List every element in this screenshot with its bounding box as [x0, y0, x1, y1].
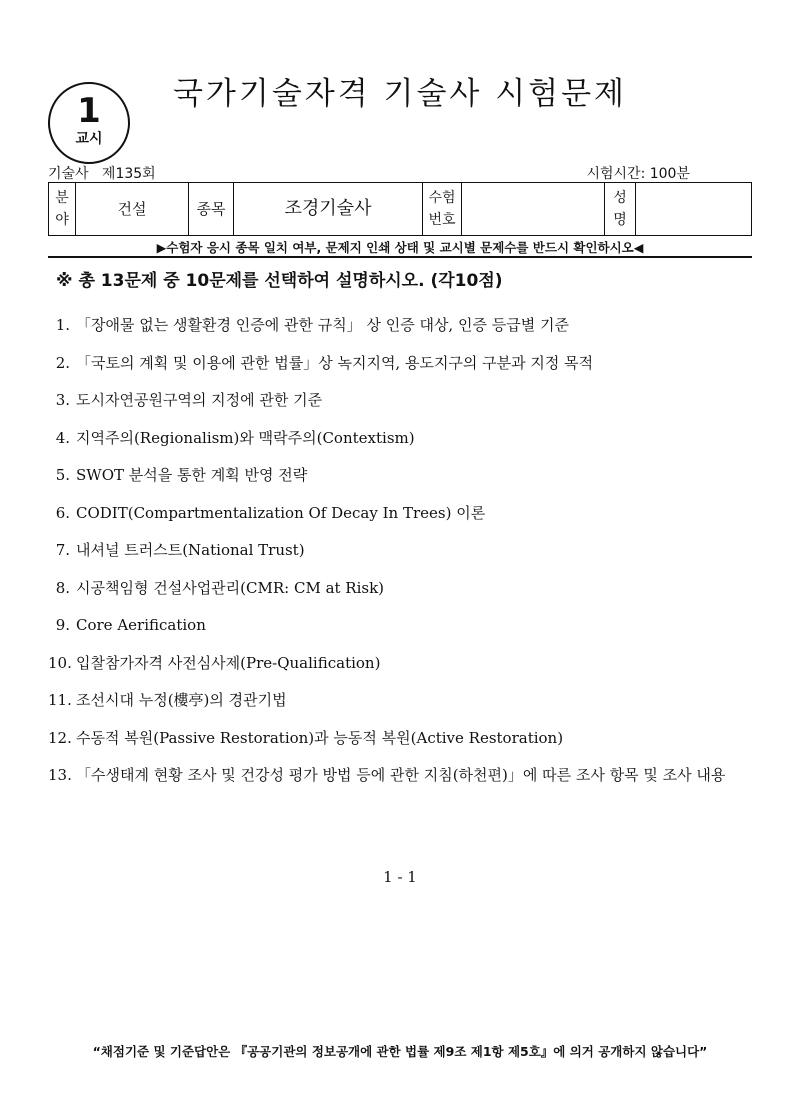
question-text: 입찰참가자격 사전심사제(Pre-Qualification) [76, 653, 381, 672]
question-item [48, 385, 768, 415]
question-number: 4. [55, 428, 70, 447]
question-number: 11. [48, 691, 72, 709]
question-number: 6. [55, 503, 70, 522]
exam-number-label-cell [423, 183, 462, 236]
question-text: 시공책임형 건설사업관리(CMR: CM at Risk) [76, 578, 385, 597]
exam-number-field[interactable] [462, 183, 605, 236]
category-label: 종목 [189, 183, 234, 236]
question-list [48, 310, 768, 798]
question-item [48, 460, 768, 490]
question-number: 5. [55, 466, 70, 484]
period-number: 1 [77, 91, 101, 131]
field-label-top: 분 [55, 190, 69, 206]
question-text: SWOT 분석을 통한 계획 반영 전략 [76, 466, 308, 484]
question-item [48, 535, 768, 565]
question-item [48, 573, 768, 603]
question-text: 「장애물 없는 생활환경 인증에 관한 규칙」 상 인증 대상, 인증 등급별 기준 [76, 316, 569, 334]
period-badge [48, 82, 130, 164]
page-number: 1 - 1 [383, 868, 417, 886]
question-item [48, 498, 768, 528]
name-label-cell [605, 183, 636, 236]
question-text: Core Aerification [76, 616, 206, 634]
question-number: 13. [48, 766, 72, 784]
name-label-bottom: 명 [613, 212, 627, 228]
question-text: 「국토의 계획 및 이용에 관한 법률」상 녹지지역, 용도지구의 구분과 지정 목적 [76, 353, 594, 372]
field-label-bottom: 야 [55, 212, 69, 228]
question-item [48, 310, 768, 340]
question-item [48, 760, 768, 790]
question-item [48, 423, 768, 453]
question-text: 지역주의(Regionalism)와 맥락주의(Contextism) [76, 428, 415, 447]
disclosure-footer: “채점기준 및 기준답안은 『공공기관의 정보공개에 관한 법률 제9조 제1항 제5호』에 의거 공개하지 않습니다” [92, 1044, 708, 1059]
check-notice: ▶수험자 응시 종목 일치 여부, 문제지 인쇄 상태 및 교시별 문제수를 반드시 확인하시오◀ [156, 240, 644, 255]
exam-number-label-bottom: 번호 [428, 212, 456, 228]
candidate-info-table [48, 182, 752, 236]
question-number: 7. [55, 541, 70, 559]
instruction: ※ 총 13문제 중 10문제를 선택하여 설명하시오. (각10점) [56, 271, 503, 291]
field-value: 건설 [76, 183, 189, 236]
question-number: 12. [48, 728, 72, 747]
question-text: 「수생태계 현황 조사 및 건강성 평가 방법 등에 관한 지침(하천편)」에 따른 조사 항목 및 조사 내용 [76, 766, 726, 784]
question-number: 3. [55, 391, 70, 409]
question-item [48, 610, 768, 640]
question-number: 1. [55, 316, 70, 334]
question-number: 9. [55, 616, 70, 634]
name-field[interactable] [636, 183, 752, 236]
question-number: 10. [48, 653, 72, 672]
question-item [48, 348, 768, 378]
name-label-top: 성 [613, 190, 627, 206]
period-label: 교시 [75, 131, 103, 147]
exam-round: 기술사 제135회 [48, 166, 156, 182]
exam-time: 시험시간: 100분 [586, 166, 690, 182]
question-text: 수동적 복원(Passive Restoration)과 능동적 복원(Active Restoration) [76, 728, 564, 747]
question-item [48, 685, 768, 715]
question-item [48, 648, 768, 678]
question-number: 8. [55, 578, 70, 597]
question-number: 2. [55, 353, 70, 372]
question-text: 도시자연공원구역의 지정에 관한 기준 [76, 391, 323, 409]
question-text: 내셔널 트러스트(National Trust) [76, 541, 305, 559]
category-value: 조경기술사 [234, 183, 423, 236]
question-text: CODIT(Compartmentalization Of Decay In Trees) 이론 [76, 503, 486, 522]
divider [48, 256, 752, 258]
page-title: 국가기술자격 기술사 시험문제 [172, 76, 627, 112]
question-text: 조선시대 누정(樓亭)의 경관기법 [76, 691, 287, 709]
field-label-cell [49, 183, 76, 236]
question-item [48, 723, 768, 753]
exam-number-label-top: 수험 [428, 190, 456, 206]
